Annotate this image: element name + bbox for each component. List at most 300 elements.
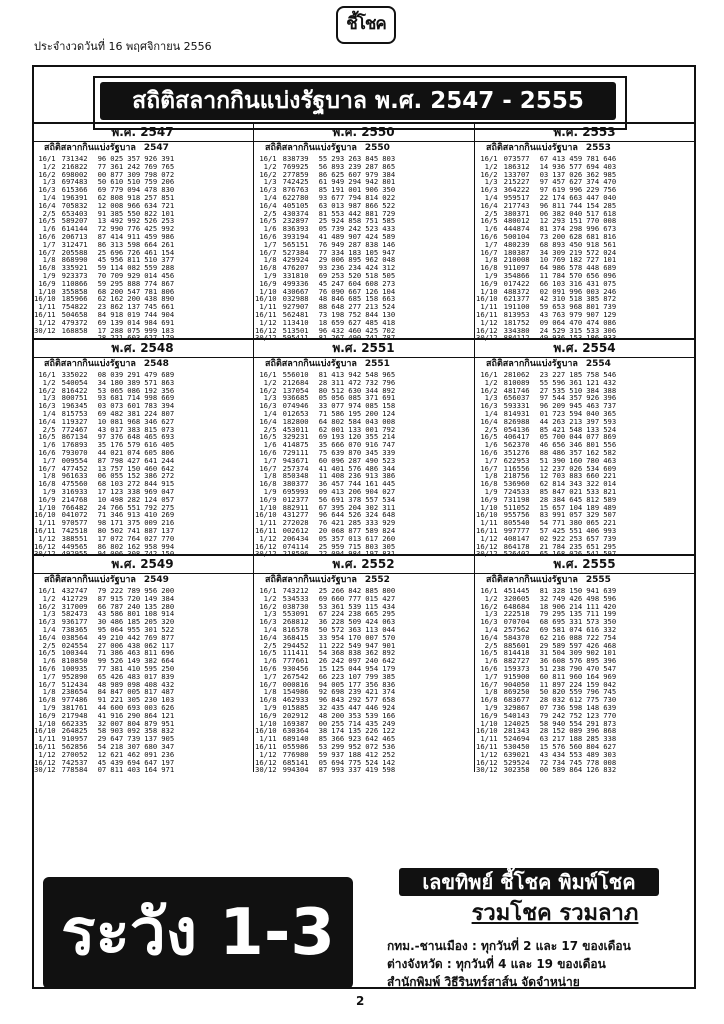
number-cell: 486 (552, 447, 566, 457)
number-cell: 183 (348, 247, 362, 257)
number-cell: 621 (110, 749, 124, 759)
number-cell: 100344 (61, 648, 88, 658)
number-cell: 784 (552, 270, 566, 280)
number-cell: 680 (144, 741, 158, 751)
number-cell: 424 (365, 263, 379, 273)
number-cell: 744 (144, 309, 158, 319)
number-cell: 73 (318, 309, 328, 319)
number-cell: 206 (161, 177, 175, 187)
draw-date-cell: 16/10 (255, 294, 277, 304)
number-cell: 032 (552, 695, 566, 705)
number-cell: 113 (365, 624, 379, 634)
ad-subtitle: รวมโชค รวมลาภ (471, 901, 639, 926)
number-cell: 054136 (503, 424, 530, 434)
number-cell: 288 (110, 325, 124, 335)
number-cell: 842 (348, 586, 362, 595)
number-cell: 868 (603, 726, 617, 736)
number-cell: 240 (127, 601, 141, 611)
number-cell: 124 (382, 408, 396, 418)
number-cell: 008 (110, 200, 124, 210)
number-cell: 51 (539, 663, 549, 673)
number-cell: 541 (586, 549, 600, 559)
number-cell: 562481 (282, 309, 309, 319)
number-cell: 815 (144, 424, 158, 434)
number-cell: 858 (348, 216, 362, 226)
number-cell: 239 (348, 687, 362, 697)
number-cell: 408 (331, 471, 345, 481)
number-cell: 936685 (282, 393, 309, 403)
number-cell: 714 (127, 393, 141, 403)
info-line-3: สำนักพิมพ์ วิธีรินทร์สาส์น จัดจำหน่าย (387, 975, 580, 989)
number-cell: 647 (110, 734, 124, 744)
draw-date-cell: 2/5 (484, 424, 498, 434)
number-cell: 199 (603, 609, 617, 619)
number-cell: 381 (127, 408, 141, 418)
number-cell: 486 (110, 617, 124, 627)
number-cell: 298 (569, 224, 583, 234)
draw-date-cell: 16/2 (38, 169, 56, 179)
number-cell: 396 (603, 656, 617, 666)
number-cell: 042 (603, 679, 617, 689)
number-cell: 589 (603, 494, 617, 504)
number-cell: 456 (161, 270, 175, 280)
number-cell: 554 (569, 718, 583, 728)
number-cell: 943671 (282, 455, 309, 465)
draw-date-cell: 16/6 (480, 231, 498, 241)
draw-date-cell: 16/3 (259, 617, 277, 627)
number-cell: 794 (348, 192, 362, 202)
number-cell: 522 (382, 200, 396, 210)
number-cell: 579 (127, 440, 141, 450)
number-cell: 12 (97, 749, 107, 759)
number-cell: 770 (586, 216, 600, 226)
draw-date-cell: 16/4 (480, 632, 498, 642)
number-cell: 526402 (503, 549, 530, 559)
number-cell: 490 (348, 333, 362, 343)
number-cell: 344 (365, 385, 379, 395)
draw-date-cell: 16/10 (34, 294, 56, 304)
number-cell: 133 (348, 424, 362, 434)
number-cell: 301 (144, 624, 158, 634)
draw-date-cell: 1/7 (263, 455, 277, 465)
draw-date-cell: 16/6 (259, 663, 277, 673)
number-cell: 085 (365, 401, 379, 411)
number-cell: 26 (318, 656, 328, 666)
number-cell: 55 (318, 154, 328, 163)
number-cell: 174 (331, 726, 345, 736)
number-cell: 420 (603, 601, 617, 611)
number-cell: 135 (348, 726, 362, 736)
number-cell: 23 (97, 302, 107, 312)
results-table (32, 155, 176, 342)
number-cell: 65 (539, 549, 549, 559)
number-cell: 074 (127, 447, 141, 457)
number-cell: 759 (144, 177, 158, 187)
number-cell: 787 (110, 601, 124, 611)
number-cell: 792 (144, 502, 158, 512)
number-cell: 742537 (61, 757, 88, 767)
number-cell: 063 (382, 617, 396, 627)
number-cell: 125 (331, 663, 345, 673)
number-cell: 984 (348, 549, 362, 559)
number-cell: 582 (603, 447, 617, 457)
number-cell: 186312 (503, 161, 530, 171)
draw-date-cell: 16/11 (34, 309, 56, 319)
number-cell: 67 (318, 609, 328, 619)
number-cell: 777 (348, 593, 362, 603)
number-cell: 465 (382, 734, 396, 744)
number-cell: 551 (127, 502, 141, 512)
draw-date-cell: 1/10 (480, 286, 498, 296)
number-cell: 551 (569, 525, 583, 535)
number-cell: 160 (569, 455, 583, 465)
results-table (474, 155, 618, 342)
draw-date-cell: 16/11 (476, 309, 498, 319)
number-cell: 63 (539, 734, 549, 744)
number-cell: 313 (110, 239, 124, 249)
number-cell: 302 (365, 502, 379, 512)
draw-date-cell: 16/2 (38, 385, 56, 395)
number-cell: 401 (331, 463, 345, 473)
number-cell: 374 (586, 177, 600, 187)
draw-date-cell: 16/12 (34, 757, 56, 767)
number-cell: 074114 (282, 541, 309, 551)
number-cell: 396 (586, 726, 600, 736)
number-cell: 277 (348, 302, 362, 312)
number-cell: 11 (318, 640, 328, 650)
number-cell: 072 (110, 533, 124, 543)
number-cell: 986 (552, 263, 566, 273)
number-cell: 038730 (282, 601, 309, 611)
number-cell: 822 (144, 208, 158, 218)
number-cell: 548 (365, 370, 379, 379)
number-cell: 99 (97, 656, 107, 666)
number-cell: 663 (382, 294, 396, 304)
number-cell: 945 (569, 401, 583, 411)
number-cell: 85 (318, 734, 328, 744)
table-row (253, 766, 397, 774)
number-cell: 180 (110, 377, 124, 387)
number-cell: 293 (552, 216, 566, 226)
number-cell: 253 (161, 216, 175, 226)
number-cell: 28 (318, 377, 328, 387)
number-cell: 410 (144, 510, 158, 520)
number-cell: 601 (127, 401, 141, 411)
draw-date-cell: 1/8 (42, 687, 56, 697)
draw-date-cell: 16/1 (38, 154, 56, 163)
number-cell: 560 (569, 741, 583, 751)
number-cell: 536960 (503, 479, 530, 489)
draw-date-cell: 1/8 (42, 471, 56, 481)
draw-date-cell: 16/6 (480, 663, 498, 673)
draw-date-cell: 16/7 (480, 679, 498, 689)
number-cell: 844 (365, 309, 379, 319)
number-cell: 578 (569, 263, 583, 273)
number-cell: 949 (331, 177, 345, 187)
draw-date-cell: 16/3 (38, 401, 56, 411)
number-cell: 95 (97, 624, 107, 634)
number-cell: 593331 (503, 401, 530, 411)
number-cell: 505 (382, 270, 396, 280)
number-cell: 116556 (503, 463, 530, 473)
number-cell: 29 (318, 255, 328, 265)
number-cell: 257562 (503, 624, 530, 634)
number-cell: 470 (569, 317, 583, 327)
number-cell: 766482 (61, 502, 88, 512)
number-cell: 489 (586, 749, 600, 759)
stats-grid (32, 122, 696, 775)
draw-date-cell: 1/7 (42, 671, 56, 681)
number-cell: 222 (331, 640, 345, 650)
number-cell: 705832 (61, 200, 88, 210)
number-cell: 089 (569, 726, 583, 736)
number-cell: 197 (161, 757, 175, 767)
draw-date-cell: 1/12 (480, 317, 498, 327)
number-cell: 530450 (503, 741, 530, 751)
number-cell: 025 (110, 154, 124, 163)
number-cell: 806 (161, 286, 175, 296)
number-cell: 732 (365, 377, 379, 387)
number-cell: 09 (539, 317, 549, 327)
number-cell: 888 (127, 278, 141, 288)
number-cell: 518 (365, 270, 379, 280)
number-cell: 639021 (503, 749, 530, 759)
number-cell: 339 (382, 447, 396, 457)
number-cell: 438 (127, 640, 141, 650)
number-cell: 534 (586, 463, 600, 473)
number-cell: 539 (365, 710, 379, 720)
draw-date-cell: 1/11 (38, 734, 56, 744)
year-block (474, 554, 695, 775)
number-cell: 015885 (282, 702, 309, 712)
number-cell: 71 (97, 648, 107, 658)
number-cell: 329231 (282, 432, 309, 442)
number-cell: 526 (348, 510, 362, 520)
draw-date-cell: 1/4 (263, 192, 277, 202)
draw-date-cell: 16/12 (476, 541, 498, 551)
number-cell: 641 (144, 455, 158, 465)
number-cell: 027 (382, 486, 396, 496)
number-cell: 816578 (282, 624, 309, 634)
results-table (253, 155, 397, 342)
number-cell: 380371 (503, 208, 530, 218)
number-cell: 681 (110, 393, 124, 403)
number-cell: 381 (110, 663, 124, 673)
number-cell: 02 (539, 286, 549, 296)
number-cell: 103 (552, 278, 566, 288)
number-cell: 104 (569, 502, 583, 512)
draw-date-cell: 1/10 (480, 718, 498, 728)
number-cell: 77 (97, 161, 107, 171)
number-cell: 356 (365, 679, 379, 689)
number-cell: 335921 (61, 263, 88, 273)
number-cell: 483 (127, 671, 141, 681)
number-cell: 594 (569, 408, 583, 418)
number-cell: 62 (97, 192, 107, 202)
number-cell: 148 (586, 702, 600, 712)
number-cell: 798 (144, 169, 158, 179)
logo: ชี้โชค (336, 6, 396, 44)
block-subtitle-year: 2550 (364, 143, 390, 153)
number-cell: 648 (382, 510, 396, 520)
draw-date-cell: 16/7 (259, 247, 277, 257)
number-cell: 013 (331, 200, 345, 210)
number-cell: 355 (365, 432, 379, 442)
number-cell: 693 (161, 432, 175, 442)
number-cell: 139 (110, 317, 124, 327)
number-cell: 290 (127, 710, 141, 720)
number-cell: 864 (144, 710, 158, 720)
draw-date-cell: 30/12 (34, 765, 56, 775)
number-cell: 62 (318, 424, 328, 434)
number-cell: 966 (127, 200, 141, 210)
number-cell: 242 (331, 656, 345, 666)
number-cell: 997777 (503, 525, 530, 535)
number-cell: 022 (382, 192, 396, 202)
number-cell: 02 (539, 533, 549, 543)
number-cell: 43 (539, 309, 549, 319)
draw-date-cell: 16/3 (480, 401, 498, 411)
number-cell: 344 (382, 463, 396, 473)
number-cell: 382 (552, 208, 566, 218)
number-cell: 338 (603, 734, 617, 744)
number-cell: 43 (539, 749, 549, 759)
number-cell: 677 (331, 192, 345, 202)
number-cell: 014 (603, 479, 617, 489)
number-cell: 25 (318, 586, 328, 595)
number-cell: 570 (382, 632, 396, 642)
number-cell: 540143 (503, 710, 530, 720)
draw-date-cell: 16/7 (259, 679, 277, 689)
number-cell: 149 (144, 593, 158, 603)
block-subtitle-year: 2547 (143, 143, 169, 153)
number-cell: 393194 (282, 231, 309, 241)
number-cell: 450 (569, 239, 583, 249)
number-cell: 107 (348, 671, 362, 681)
number-cell: 689140 (282, 734, 309, 744)
draw-date-cell: 1/9 (42, 702, 56, 712)
draw-date-cell: 16/7 (38, 679, 56, 689)
number-cell: 839 (161, 671, 175, 681)
number-cell: 331 (569, 617, 583, 627)
number-cell: 76 (318, 518, 328, 528)
number-cell: 472 (348, 377, 362, 387)
number-cell: 914 (161, 609, 175, 619)
number-cell: 69 (318, 593, 328, 603)
number-cell: 459 (569, 154, 583, 163)
number-cell: 96 (318, 510, 328, 520)
number-cell: 168 (552, 549, 566, 559)
number-cell: 92 (318, 687, 328, 697)
number-cell: 41 (97, 710, 107, 720)
number-cell: 956 (144, 586, 158, 595)
number-cell: 214768 (61, 494, 88, 504)
number-cell: 309 (552, 247, 566, 257)
number-cell: 608 (552, 656, 566, 666)
number-cell: 244 (161, 455, 175, 465)
number-cell: 038564 (61, 632, 88, 642)
number-cell: 48 (97, 679, 107, 689)
number-cell: 351276 (503, 447, 530, 457)
number-cell: 460 (348, 325, 362, 335)
number-cell: 457 (331, 479, 345, 489)
draw-date-cell: 1/7 (42, 239, 56, 249)
draw-date-cell: 16/6 (38, 663, 56, 673)
number-cell: 986 (161, 231, 175, 241)
number-cell: 695993 (282, 486, 309, 496)
number-cell: 758 (586, 370, 600, 379)
number-cell: 15 (318, 663, 328, 673)
draw-date-cell: 1/11 (480, 734, 498, 744)
number-cell: 864178 (503, 541, 530, 551)
number-cell: 03 (97, 401, 107, 411)
number-cell: 11 (539, 270, 549, 280)
draw-date-cell: 16/1 (38, 586, 56, 595)
number-cell: 386 (144, 471, 158, 481)
draw-date-cell: 2/5 (263, 424, 277, 434)
results-table (253, 371, 397, 558)
number-cell: 06 (97, 471, 107, 481)
draw-date-cell: 16/8 (480, 695, 498, 705)
number-cell: 306 (603, 325, 617, 335)
number-cell: 817 (144, 687, 158, 697)
draw-date-cell: 1/10 (38, 286, 56, 296)
number-cell: 263 (348, 154, 362, 163)
number-cell: 017 (144, 671, 158, 681)
number-cell: 377 (161, 255, 175, 265)
number-cell: 137054 (282, 385, 309, 395)
number-cell: 27 (539, 385, 549, 395)
number-cell: 266 (331, 586, 345, 595)
number-cell: 05 (318, 393, 328, 403)
number-cell: 571 (144, 377, 158, 387)
number-cell: 694 (127, 757, 141, 767)
number-cell: 006 (110, 549, 124, 559)
table-row (474, 766, 618, 774)
number-cell: 27 (97, 640, 107, 650)
number-cell: 770 (603, 710, 617, 720)
number-cell: 347 (161, 741, 175, 751)
number-cell: 729111 (282, 447, 309, 457)
number-cell: 609 (603, 463, 617, 473)
number-cell: 500104 (503, 231, 530, 241)
number-cell: 97 (97, 432, 107, 442)
year-heading: พ.ศ. 2548 (32, 340, 253, 358)
draw-date-cell: 16/4 (38, 632, 56, 642)
number-cell: 59 (97, 278, 107, 288)
number-cell: 236 (331, 263, 345, 273)
number-cell: 851 (161, 192, 175, 202)
number-cell: 357 (569, 393, 583, 403)
number-cell: 303 (603, 749, 617, 759)
number-cell: 21 (539, 541, 549, 551)
number-cell: 00 (318, 718, 328, 728)
number-cell: 60 (539, 671, 549, 681)
number-cell: 576 (348, 463, 362, 473)
number-cell: 529524 (503, 757, 530, 767)
number-cell: 59 (97, 263, 107, 273)
number-cell: 474 (586, 317, 600, 327)
number-cell: 222 (110, 586, 124, 595)
draw-date-cell: 1/2 (263, 161, 277, 171)
number-cell: 589 (552, 640, 566, 650)
block-subtitle-text: สถิติสลากกินแบ่งรัฐบาล (44, 359, 136, 369)
number-cell: 87 (97, 231, 107, 241)
number-cell: 179 (161, 333, 175, 343)
number-cell: 520 (348, 270, 362, 280)
number-cell: 955756 (503, 510, 530, 520)
number-cell: 166 (382, 710, 396, 720)
